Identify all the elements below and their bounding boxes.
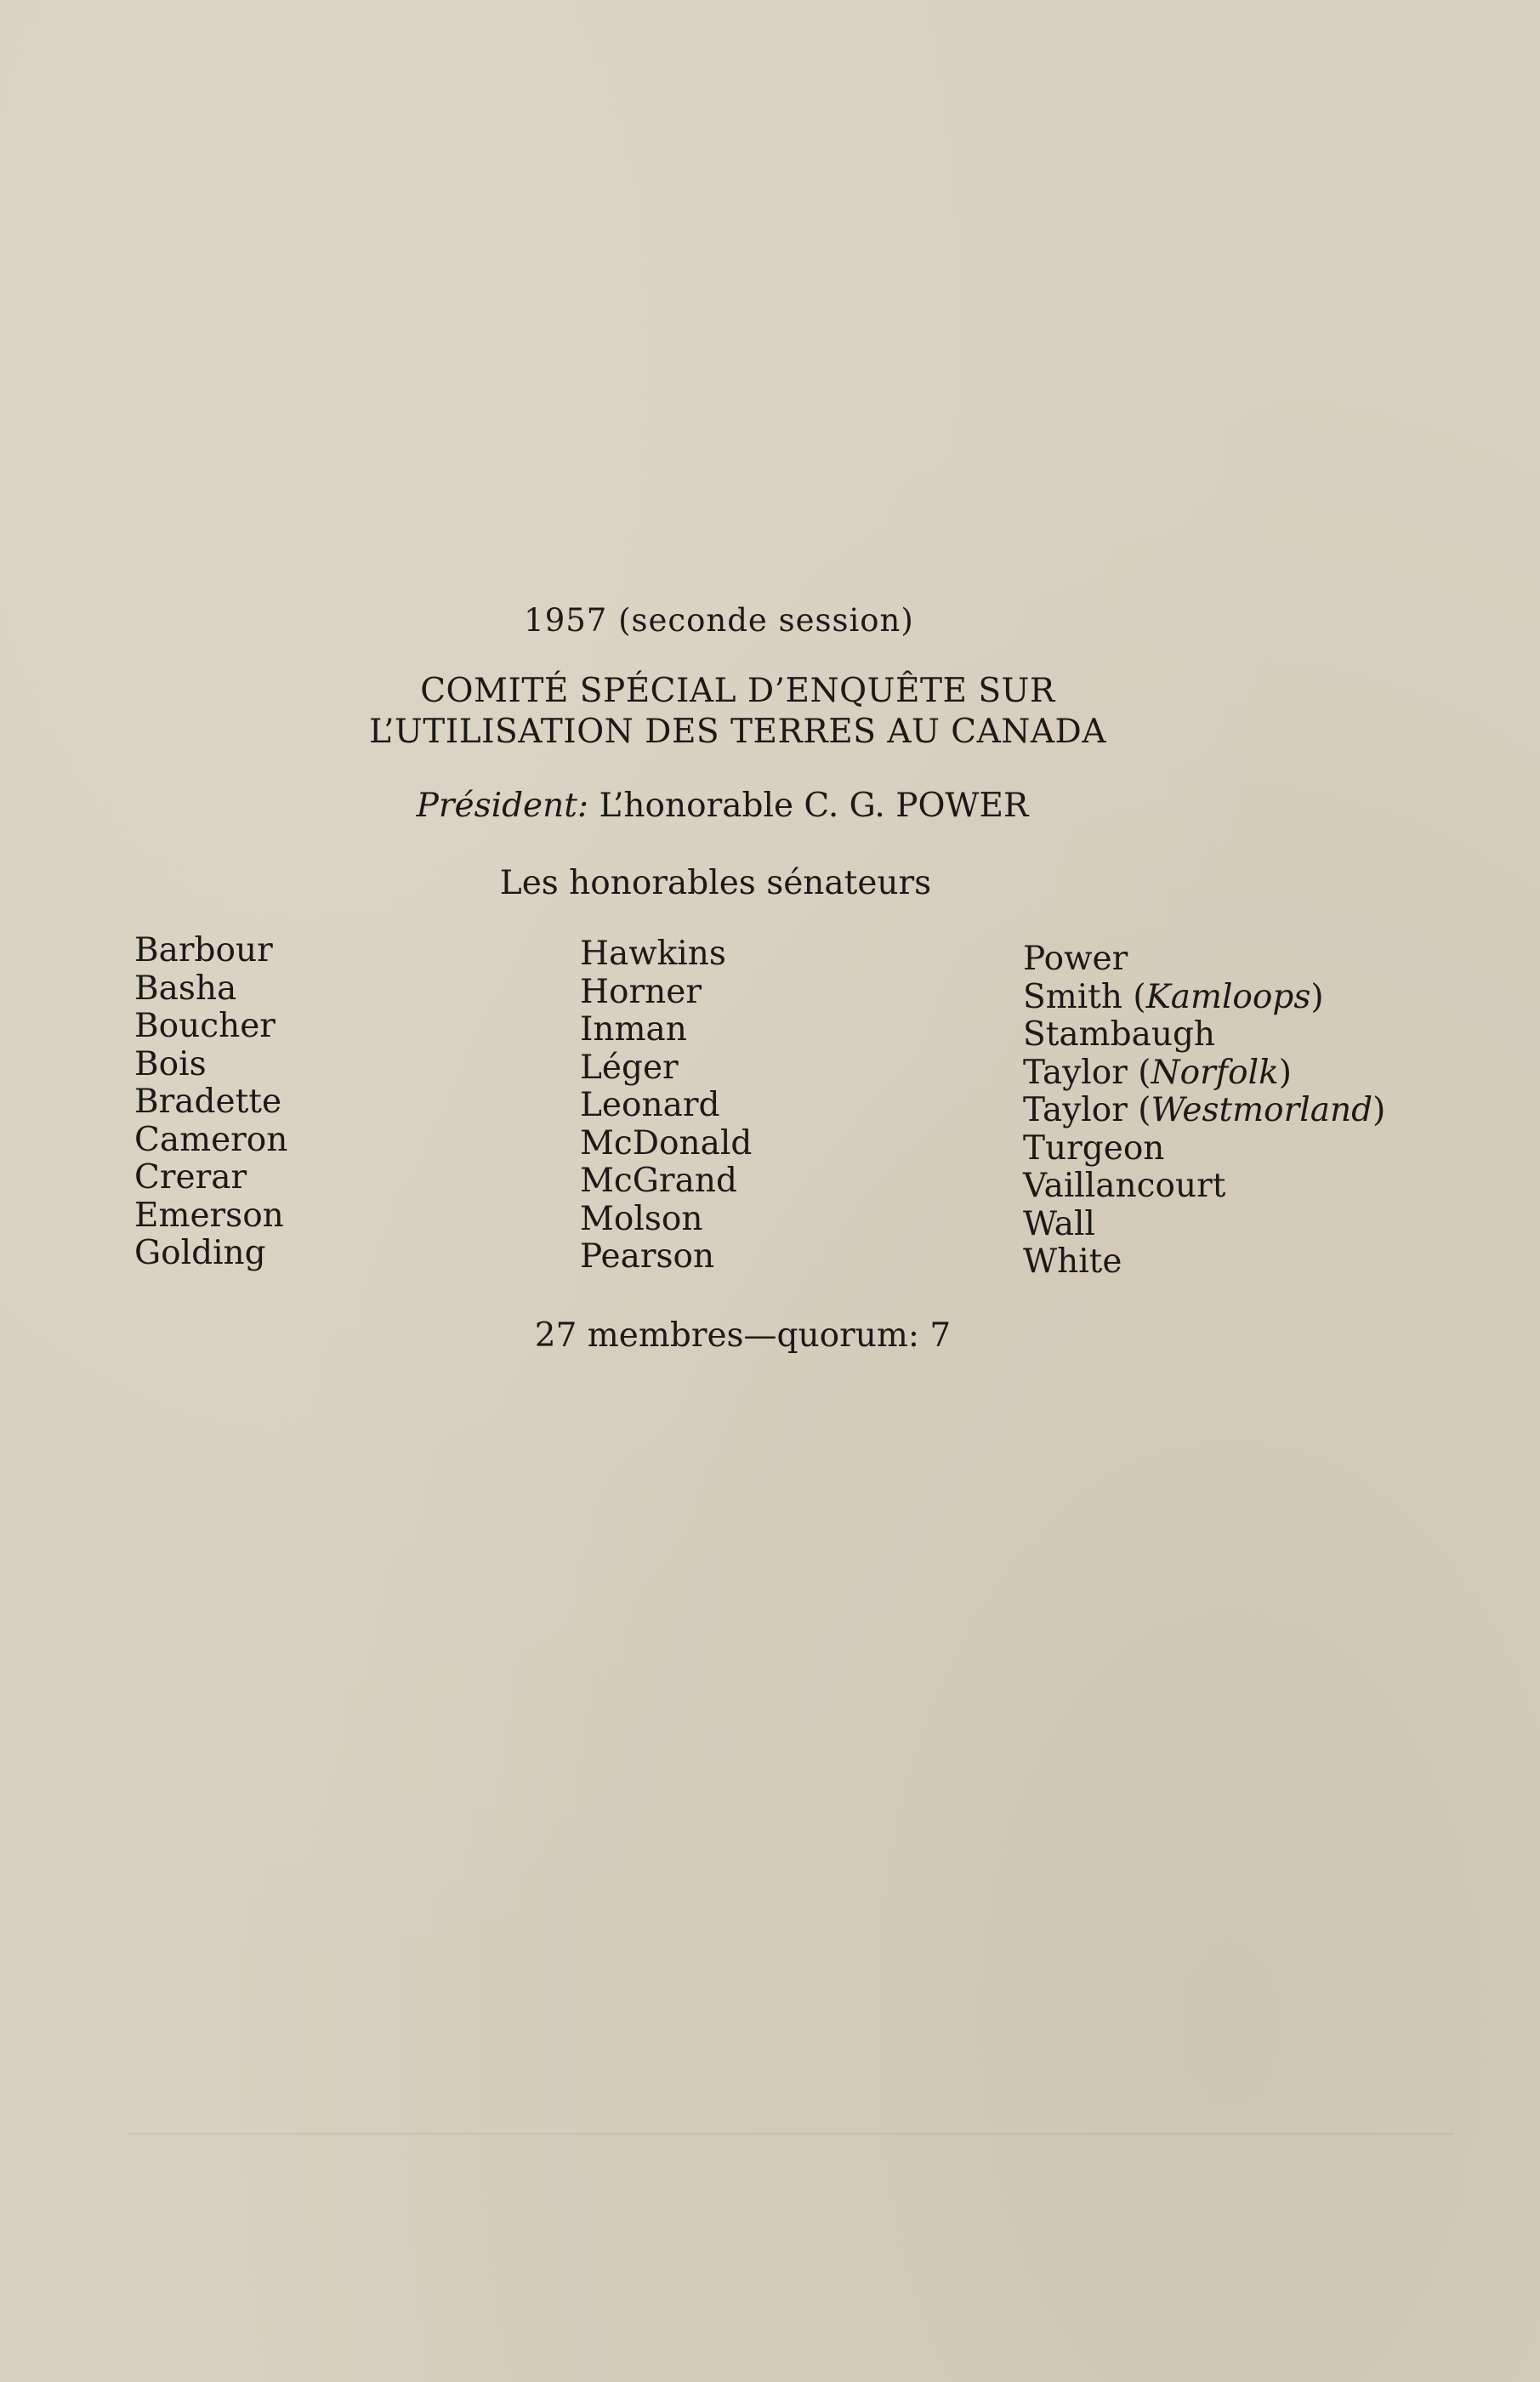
member-entry [1023,1168,1385,1206]
member-entry [134,970,287,1009]
member-entry [134,1046,287,1084]
faint-bleed-through-rule [128,2133,1454,2135]
member-entry [134,1159,287,1197]
member-qualifier: Norfolk [1151,1053,1279,1092]
member-entry [134,1235,287,1273]
member-name: Cameron [134,1120,288,1159]
member-name: Boucher [134,1007,276,1045]
member-entry [580,1163,752,1201]
member-entry: Smith (Kamloops) [1023,977,1324,1016]
quorum-line: 27 membres—quorum: 7 [534,1316,952,1355]
member-name: Golding [134,1234,266,1272]
member-name: Taylor [1023,1053,1128,1092]
member-name: McDonald [580,1123,753,1163]
member-qualifier: Westmorland [1151,1091,1373,1129]
member-name: Barbour [134,931,273,969]
member-entry [134,1008,287,1046]
member-name: White [1023,1242,1122,1281]
member-entry [134,1197,287,1236]
member-name: Molson [580,1199,703,1238]
member-entry [1023,1016,1385,1055]
member-entry [580,1238,752,1276]
members-column-1 [134,932,287,1273]
senators-heading: Les honorables sénateurs [499,864,932,902]
member-name: Turgeon [1023,1128,1165,1168]
member-entry [134,1083,287,1122]
member-qualifier: Kamloops [1145,977,1311,1016]
member-entry [1023,941,1385,979]
member-entry [134,932,287,970]
member-entry [580,1087,752,1125]
member-name: Inman [580,1010,687,1049]
member-name: Emerson [134,1196,284,1235]
member-name: Pearson [580,1237,715,1276]
member-entry [1023,1130,1385,1168]
member-entry [1023,1243,1385,1282]
member-entry [134,1122,287,1160]
member-name: Leonard [580,1086,720,1124]
member-entry [580,1049,752,1088]
member-entry [580,974,752,1012]
member-name: Bradette [134,1083,282,1121]
member-entry [1023,1206,1385,1244]
president-label: Président: [416,787,589,825]
president-line [0,787,1492,825]
members-column-2 [580,935,752,1276]
member-entry: Taylor (Westmorland) [1023,1091,1386,1129]
member-name: Vaillancourt [1023,1167,1226,1205]
member-name: Wall [1023,1204,1095,1243]
member-name: Stambaugh [1023,1015,1216,1054]
member-name: Power [1023,940,1128,978]
member-name: Léger [580,1048,679,1087]
member-name: Horner [580,972,702,1011]
member-entry [580,1011,752,1049]
committee-title-line-1: COMITÉ SPÉCIAL D’ENQUÊTE SUR [420,672,1055,710]
member-entry [580,1125,752,1163]
members-column-3 [1023,941,1385,1282]
president-name: L’honorable C. G. POWER [599,787,1029,825]
member-name: Taylor [1023,1091,1128,1129]
member-name: Basha [134,969,237,1008]
member-entry [580,1201,752,1239]
member-name: Smith [1023,977,1122,1016]
member-name: Crerar [134,1158,247,1197]
committee-title-line-2: L’UTILISATION DES TERRES AU CANADA [368,713,1106,751]
member-name: Bois [134,1044,207,1083]
session-line: 1957 (seconde session) [524,602,914,639]
member-name: Hawkins [580,935,726,973]
member-name: McGrand [580,1162,737,1200]
member-entry: Taylor (Norfolk) [1023,1053,1292,1092]
member-entry [580,935,752,974]
